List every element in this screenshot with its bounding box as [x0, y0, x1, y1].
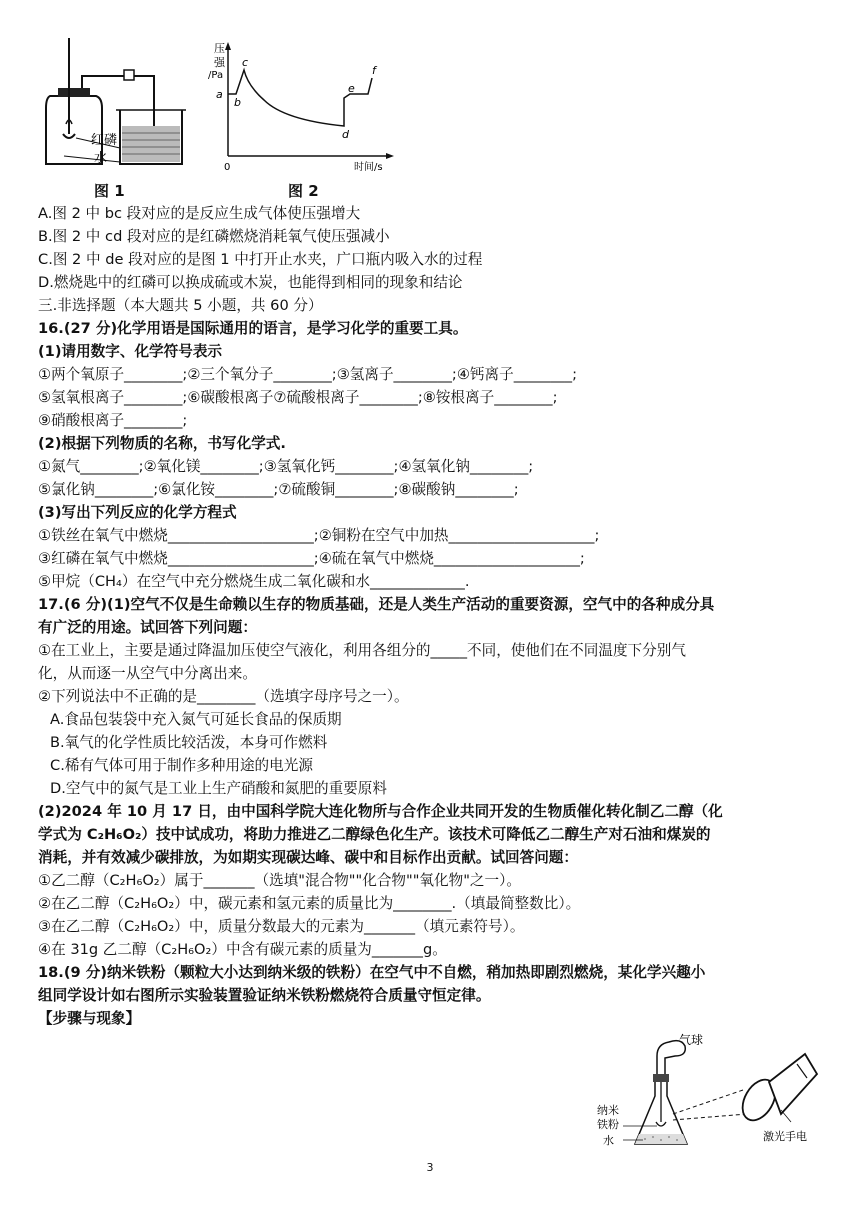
fig3-nano-label-1: 纳米	[597, 1104, 619, 1117]
q16-part3-line3: ⑤甲烷（CH₄）在空气中充分燃烧生成二氧化碳和水_____________.	[38, 573, 470, 590]
option-c: C.图 2 中 de 段对应的是图 1 中打开止水夹，广口瓶内吸入水的过程	[38, 251, 483, 268]
option-b: B.图 2 中 cd 段对应的是红磷燃烧消耗氧气使压强减小	[38, 228, 390, 245]
q16-part3-line1: ①铁丝在氧气中燃烧____________________;②铜粉在空气中加热____________________;	[38, 527, 600, 544]
q16-part2-line2: ⑤氯化钠________;⑥氯化铵________;⑦硫酸铜________;⑧碳酸钠________;	[38, 481, 519, 498]
fig2-ylabel-1: 压	[214, 42, 225, 55]
option-d: D.燃烧匙中的红磷可以换成硫或木炭，也能得到相同的现象和结论	[38, 274, 463, 291]
fig3-flashlight-label: 激光手电	[763, 1130, 807, 1143]
fig1-water-label: 水	[94, 151, 108, 166]
q17-item1-line2: 化，从而逐一从空气中分离出来。	[38, 665, 257, 682]
q17-item2: ②下列说法中不正确的是________（选填字母序号之一）。	[38, 688, 409, 705]
fig2-point-a: a	[216, 88, 223, 101]
fig2-point-f: f	[372, 64, 376, 77]
figure-3-apparatus	[595, 1030, 825, 1160]
fig2-xlabel: 时间/s	[354, 162, 383, 173]
figure-1-apparatus	[36, 38, 196, 178]
q17-part2-line1: (2)2024 年 10 月 17 日，由中国科学院大连化物所与合作企业共同开发的生物质催化转化制乙二醇（化	[38, 803, 723, 820]
q17-option-d: D.空气中的氮气是工业上生产硝酸和氮肥的重要原料	[50, 780, 387, 797]
page-number: 3	[426, 1161, 434, 1174]
fig2-ylabel-2: 强	[214, 56, 225, 69]
q17-part2-line3: 消耗，并有效减少碳排放，为如期实现碳达峰、碳中和目标作出贡献。试回答问题：	[38, 849, 578, 866]
q16-part1-line1: ①两个氧原子________;②三个氧分子________;③氢离子________;④钙离子________;	[38, 366, 578, 383]
q18-stem-2: 组同学设计如右图所示实验装置验证纳米铁粉燃烧符合质量守恒定律。	[38, 987, 491, 1004]
q17-part2-item1: ①乙二醇（C₂H₆O₂）属于_______（选填"混合物""化合物""氧化物"之一）。	[38, 872, 521, 889]
fig1-caption: 图 1	[94, 182, 125, 200]
q16-part2: (2)根据下列物质的名称，书写化学式.	[38, 435, 286, 452]
fig2-point-d: d	[342, 128, 349, 141]
fig2-point-c: c	[242, 56, 249, 69]
q17-stem-2: 有广泛的用途。试回答下列问题：	[38, 619, 257, 636]
q16-part3: (3)写出下列反应的化学方程式	[38, 504, 237, 521]
q17-part2-item4: ④在 31g 乙二醇（C₂H₆O₂）中含有碳元素的质量为_______g。	[38, 941, 447, 958]
q18-stem-1: 18.(9 分)纳米铁粉（颗粒大小达到纳米级的铁粉）在空气中不自燃，稍加热即剧烈燃烧，某化学兴趣小	[38, 964, 706, 981]
q16-part1: (1)请用数字、化学符号表示	[38, 343, 223, 360]
q17-part2-item2: ②在乙二醇（C₂H₆O₂）中，碳元素和氢元素的质量比为________.（填最简整数比）。	[38, 895, 581, 912]
q18-steps-heading: 【步骤与现象】	[38, 1010, 141, 1027]
fig2-ylabel-3: /Pa	[208, 70, 224, 81]
fig3-water-label: 水	[603, 1134, 614, 1147]
q16-part1-line3: ⑨硝酸根离子________;	[38, 412, 188, 429]
fig3-balloon-label: 气球	[679, 1033, 704, 1047]
q17-part2-line2: 学式为 C₂H₆O₂）技中试成功，将助力推进乙二醇绿色化生产。该技术可降低乙二醇生产对石油和煤炭的	[38, 826, 711, 843]
option-a: A.图 2 中 bc 段对应的是反应生成气体使压强增大	[38, 205, 361, 222]
q17-stem-1: 17.(6 分)(1)空气不仅是生命赖以生存的物质基础，还是人类生产活动的重要资源，空气中的各种成分具	[38, 596, 715, 613]
q16-stem: 16.(27 分)化学用语是国际通用的语言，是学习化学的重要工具。	[38, 320, 468, 337]
fig2-point-e: e	[348, 82, 355, 95]
q17-option-c: C.稀有气体可用于制作多种用途的电光源	[50, 757, 313, 774]
fig2-origin: 0	[224, 162, 231, 173]
fig2-caption: 图 2	[288, 182, 319, 200]
q17-item1-line1: ①在工业上，主要是通过降温加压使空气液化，利用各组分的_____不同，使他们在不同温度下分别气	[38, 642, 686, 659]
q16-part1-line2: ⑤氢氧根离子________;⑥碳酸根离子⑦硫酸根离子________;⑧铵根离子________;	[38, 389, 558, 406]
q17-option-b: B.氧气的化学性质比较活泼，本身可作燃料	[50, 734, 328, 751]
fig1-red-phosphorus-label: 红磷	[91, 133, 118, 148]
figure-2-pressure-graph	[204, 38, 404, 178]
fig3-nano-label-2: 铁粉	[597, 1118, 619, 1131]
fig2-point-b: b	[234, 96, 241, 109]
section-heading: 三.非选择题（本大题共 5 小题，共 60 分）	[38, 297, 323, 314]
q16-part2-line1: ①氮气________;②氧化镁________;③氢氧化钙________;④氢氧化钠________;	[38, 458, 534, 475]
q17-option-a: A.食品包装袋中充入氮气可延长食品的保质期	[50, 711, 342, 728]
q16-part3-line2: ③红磷在氧气中燃烧____________________;④硫在氧气中燃烧____________________;	[38, 550, 585, 567]
q17-part2-item3: ③在乙二醇（C₂H₆O₂）中，质量分数最大的元素为_______（填元素符号）。	[38, 918, 525, 935]
